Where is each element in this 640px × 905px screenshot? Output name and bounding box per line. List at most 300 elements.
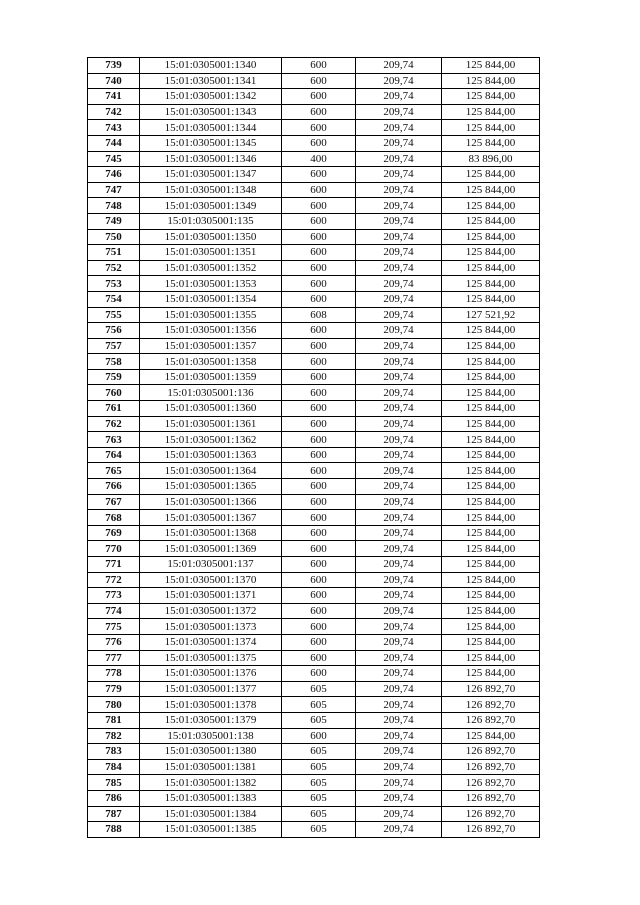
area-value: 605 (282, 775, 356, 791)
cadastral-number: 15:01:0305001:135 (140, 213, 282, 229)
amount-value: 125 844,00 (442, 89, 540, 105)
table-row (88, 728, 540, 744)
area-value: 600 (282, 276, 356, 292)
rate-value: 209,74 (356, 557, 442, 573)
rate-value: 209,74 (356, 291, 442, 307)
cadastral-number: 15:01:0305001:1348 (140, 182, 282, 198)
rate-value: 209,74 (356, 104, 442, 120)
rate-value: 209,74 (356, 73, 442, 89)
cadastral-number: 15:01:0305001:1368 (140, 525, 282, 541)
amount-value: 125 844,00 (442, 401, 540, 417)
row-number: 765 (88, 463, 140, 479)
table-row (88, 541, 540, 557)
area-value: 600 (282, 416, 356, 432)
cadastral-number: 15:01:0305001:1362 (140, 432, 282, 448)
cadastral-number: 15:01:0305001:137 (140, 557, 282, 573)
cadastral-number: 15:01:0305001:1352 (140, 260, 282, 276)
row-number: 748 (88, 198, 140, 214)
amount-value: 126 892,70 (442, 775, 540, 791)
amount-value: 126 892,70 (442, 790, 540, 806)
row-number: 785 (88, 775, 140, 791)
amount-value: 127 521,92 (442, 307, 540, 323)
table-row (88, 619, 540, 635)
area-value: 600 (282, 323, 356, 339)
area-value: 600 (282, 650, 356, 666)
cadastral-number: 15:01:0305001:1342 (140, 89, 282, 105)
row-number: 778 (88, 666, 140, 682)
table-row (88, 291, 540, 307)
rate-value: 209,74 (356, 790, 442, 806)
cadastral-number: 15:01:0305001:1353 (140, 276, 282, 292)
rate-value: 209,74 (356, 479, 442, 495)
rate-value: 209,74 (356, 135, 442, 151)
table-row (88, 603, 540, 619)
cadastral-number: 15:01:0305001:1361 (140, 416, 282, 432)
cadastral-number: 15:01:0305001:1367 (140, 510, 282, 526)
row-number: 767 (88, 494, 140, 510)
rate-value: 209,74 (356, 510, 442, 526)
table-row (88, 369, 540, 385)
cadastral-number: 15:01:0305001:1341 (140, 73, 282, 89)
amount-value: 125 844,00 (442, 198, 540, 214)
area-value: 600 (282, 479, 356, 495)
amount-value: 125 844,00 (442, 167, 540, 183)
rate-value: 209,74 (356, 806, 442, 822)
table-row (88, 525, 540, 541)
table-row (88, 666, 540, 682)
rate-value: 209,74 (356, 432, 442, 448)
area-value: 400 (282, 151, 356, 167)
rate-value: 209,74 (356, 276, 442, 292)
row-number: 750 (88, 229, 140, 245)
area-value: 605 (282, 712, 356, 728)
cadastral-number: 15:01:0305001:1372 (140, 603, 282, 619)
row-number: 749 (88, 213, 140, 229)
row-number: 739 (88, 58, 140, 74)
area-value: 600 (282, 463, 356, 479)
row-number: 746 (88, 167, 140, 183)
cadastral-number: 15:01:0305001:1375 (140, 650, 282, 666)
row-number: 774 (88, 603, 140, 619)
amount-value: 125 844,00 (442, 182, 540, 198)
amount-value: 125 844,00 (442, 245, 540, 261)
cadastral-number: 15:01:0305001:1359 (140, 369, 282, 385)
row-number: 772 (88, 572, 140, 588)
amount-value: 125 844,00 (442, 369, 540, 385)
row-number: 783 (88, 744, 140, 760)
row-number: 779 (88, 681, 140, 697)
row-number: 780 (88, 697, 140, 713)
cadastral-number: 15:01:0305001:138 (140, 728, 282, 744)
cadastral-number: 15:01:0305001:1376 (140, 666, 282, 682)
rate-value: 209,74 (356, 245, 442, 261)
amount-value: 125 844,00 (442, 58, 540, 74)
rate-value: 209,74 (356, 89, 442, 105)
amount-value: 125 844,00 (442, 338, 540, 354)
row-number: 786 (88, 790, 140, 806)
cadastral-number: 15:01:0305001:1369 (140, 541, 282, 557)
amount-value: 125 844,00 (442, 120, 540, 136)
amount-value: 125 844,00 (442, 416, 540, 432)
area-value: 600 (282, 73, 356, 89)
table-row (88, 182, 540, 198)
amount-value: 125 844,00 (442, 135, 540, 151)
rate-value: 209,74 (356, 775, 442, 791)
table-row (88, 712, 540, 728)
row-number: 770 (88, 541, 140, 557)
table-row (88, 307, 540, 323)
amount-value: 125 844,00 (442, 479, 540, 495)
table-row (88, 151, 540, 167)
table-row (88, 790, 540, 806)
area-value: 600 (282, 494, 356, 510)
table-row (88, 479, 540, 495)
rate-value: 209,74 (356, 260, 442, 276)
amount-value: 125 844,00 (442, 447, 540, 463)
area-value: 600 (282, 198, 356, 214)
cadastral-table (87, 57, 540, 838)
rate-value: 209,74 (356, 213, 442, 229)
rate-value: 209,74 (356, 650, 442, 666)
area-value: 600 (282, 260, 356, 276)
rate-value: 209,74 (356, 447, 442, 463)
row-number: 741 (88, 89, 140, 105)
row-number: 769 (88, 525, 140, 541)
amount-value: 126 892,70 (442, 744, 540, 760)
table-row (88, 588, 540, 604)
table-row (88, 198, 540, 214)
amount-value: 125 844,00 (442, 432, 540, 448)
area-value: 605 (282, 806, 356, 822)
amount-value: 125 844,00 (442, 541, 540, 557)
cadastral-number: 15:01:0305001:1357 (140, 338, 282, 354)
row-number: 776 (88, 634, 140, 650)
cadastral-number: 15:01:0305001:1346 (140, 151, 282, 167)
amount-value: 126 892,70 (442, 712, 540, 728)
amount-value: 125 844,00 (442, 354, 540, 370)
table-row (88, 510, 540, 526)
table-row (88, 775, 540, 791)
amount-value: 125 844,00 (442, 463, 540, 479)
area-value: 600 (282, 447, 356, 463)
amount-value: 125 844,00 (442, 323, 540, 339)
table-row (88, 822, 540, 838)
amount-value: 125 844,00 (442, 666, 540, 682)
rate-value: 209,74 (356, 494, 442, 510)
row-number: 784 (88, 759, 140, 775)
row-number: 764 (88, 447, 140, 463)
rate-value: 209,74 (356, 619, 442, 635)
cadastral-number: 15:01:0305001:1364 (140, 463, 282, 479)
area-value: 600 (282, 229, 356, 245)
rate-value: 209,74 (356, 58, 442, 74)
rate-value: 209,74 (356, 759, 442, 775)
rate-value: 209,74 (356, 728, 442, 744)
cadastral-number: 15:01:0305001:1354 (140, 291, 282, 307)
cadastral-number: 15:01:0305001:1383 (140, 790, 282, 806)
area-value: 600 (282, 182, 356, 198)
table-row (88, 447, 540, 463)
area-value: 600 (282, 167, 356, 183)
table-row (88, 432, 540, 448)
amount-value: 125 844,00 (442, 276, 540, 292)
rate-value: 209,74 (356, 323, 442, 339)
cadastral-number: 15:01:0305001:1360 (140, 401, 282, 417)
rate-value: 209,74 (356, 151, 442, 167)
row-number: 742 (88, 104, 140, 120)
table-row (88, 104, 540, 120)
cadastral-number: 15:01:0305001:1382 (140, 775, 282, 791)
amount-value: 125 844,00 (442, 603, 540, 619)
rate-value: 209,74 (356, 307, 442, 323)
table-row (88, 463, 540, 479)
area-value: 608 (282, 307, 356, 323)
table-row (88, 276, 540, 292)
area-value: 600 (282, 619, 356, 635)
cadastral-number: 15:01:0305001:1347 (140, 167, 282, 183)
rate-value: 209,74 (356, 541, 442, 557)
table-row (88, 135, 540, 151)
table-row (88, 89, 540, 105)
table-row (88, 806, 540, 822)
table-row (88, 229, 540, 245)
row-number: 788 (88, 822, 140, 838)
cadastral-number: 15:01:0305001:1349 (140, 198, 282, 214)
table-body (88, 58, 540, 838)
cadastral-number: 15:01:0305001:1379 (140, 712, 282, 728)
area-value: 600 (282, 634, 356, 650)
cadastral-number: 15:01:0305001:1377 (140, 681, 282, 697)
area-value: 600 (282, 385, 356, 401)
cadastral-number: 15:01:0305001:1340 (140, 58, 282, 74)
rate-value: 209,74 (356, 338, 442, 354)
table-row (88, 744, 540, 760)
table-row (88, 260, 540, 276)
amount-value: 126 892,70 (442, 681, 540, 697)
cadastral-number: 15:01:0305001:1381 (140, 759, 282, 775)
area-value: 600 (282, 572, 356, 588)
area-value: 600 (282, 104, 356, 120)
table-row (88, 323, 540, 339)
area-value: 600 (282, 120, 356, 136)
amount-value: 125 844,00 (442, 260, 540, 276)
area-value: 600 (282, 369, 356, 385)
row-number: 755 (88, 307, 140, 323)
row-number: 763 (88, 432, 140, 448)
area-value: 600 (282, 525, 356, 541)
table-row (88, 697, 540, 713)
rate-value: 209,74 (356, 822, 442, 838)
amount-value: 126 892,70 (442, 822, 540, 838)
amount-value: 125 844,00 (442, 728, 540, 744)
row-number: 758 (88, 354, 140, 370)
cadastral-number: 15:01:0305001:136 (140, 385, 282, 401)
table-row (88, 213, 540, 229)
cadastral-number: 15:01:0305001:1373 (140, 619, 282, 635)
row-number: 781 (88, 712, 140, 728)
cadastral-number: 15:01:0305001:1350 (140, 229, 282, 245)
amount-value: 125 844,00 (442, 229, 540, 245)
rate-value: 209,74 (356, 666, 442, 682)
cadastral-number: 15:01:0305001:1344 (140, 120, 282, 136)
area-value: 605 (282, 681, 356, 697)
row-number: 753 (88, 276, 140, 292)
table-row (88, 245, 540, 261)
row-number: 745 (88, 151, 140, 167)
row-number: 766 (88, 479, 140, 495)
area-value: 600 (282, 557, 356, 573)
amount-value: 125 844,00 (442, 572, 540, 588)
amount-value: 125 844,00 (442, 525, 540, 541)
area-value: 600 (282, 603, 356, 619)
table-row (88, 354, 540, 370)
amount-value: 125 844,00 (442, 557, 540, 573)
area-value: 600 (282, 666, 356, 682)
rate-value: 209,74 (356, 120, 442, 136)
row-number: 777 (88, 650, 140, 666)
amount-value: 126 892,70 (442, 759, 540, 775)
area-value: 600 (282, 338, 356, 354)
area-value: 600 (282, 245, 356, 261)
area-value: 605 (282, 744, 356, 760)
cadastral-number: 15:01:0305001:1371 (140, 588, 282, 604)
row-number: 756 (88, 323, 140, 339)
table-row (88, 338, 540, 354)
table-row (88, 681, 540, 697)
rate-value: 209,74 (356, 697, 442, 713)
row-number: 743 (88, 120, 140, 136)
table-row (88, 557, 540, 573)
rate-value: 209,74 (356, 198, 442, 214)
row-number: 787 (88, 806, 140, 822)
row-number: 771 (88, 557, 140, 573)
cadastral-number: 15:01:0305001:1380 (140, 744, 282, 760)
amount-value: 125 844,00 (442, 510, 540, 526)
table-row (88, 650, 540, 666)
rate-value: 209,74 (356, 603, 442, 619)
cadastral-number: 15:01:0305001:1351 (140, 245, 282, 261)
cadastral-number: 15:01:0305001:1366 (140, 494, 282, 510)
rate-value: 209,74 (356, 354, 442, 370)
rate-value: 209,74 (356, 416, 442, 432)
rate-value: 209,74 (356, 744, 442, 760)
cadastral-number: 15:01:0305001:1384 (140, 806, 282, 822)
row-number: 752 (88, 260, 140, 276)
amount-value: 125 844,00 (442, 104, 540, 120)
row-number: 754 (88, 291, 140, 307)
rate-value: 209,74 (356, 572, 442, 588)
rate-value: 209,74 (356, 369, 442, 385)
cadastral-number: 15:01:0305001:1345 (140, 135, 282, 151)
amount-value: 125 844,00 (442, 588, 540, 604)
cadastral-number: 15:01:0305001:1363 (140, 447, 282, 463)
row-number: 773 (88, 588, 140, 604)
rate-value: 209,74 (356, 229, 442, 245)
cadastral-number: 15:01:0305001:1343 (140, 104, 282, 120)
row-number: 775 (88, 619, 140, 635)
area-value: 600 (282, 728, 356, 744)
cadastral-number: 15:01:0305001:1385 (140, 822, 282, 838)
area-value: 600 (282, 135, 356, 151)
amount-value: 126 892,70 (442, 697, 540, 713)
table-row (88, 759, 540, 775)
row-number: 747 (88, 182, 140, 198)
area-value: 600 (282, 58, 356, 74)
table-row (88, 73, 540, 89)
cadastral-number: 15:01:0305001:1355 (140, 307, 282, 323)
cadastral-number: 15:01:0305001:1356 (140, 323, 282, 339)
row-number: 761 (88, 401, 140, 417)
row-number: 760 (88, 385, 140, 401)
rate-value: 209,74 (356, 681, 442, 697)
table-row (88, 401, 540, 417)
row-number: 744 (88, 135, 140, 151)
row-number: 751 (88, 245, 140, 261)
area-value: 600 (282, 541, 356, 557)
area-value: 600 (282, 401, 356, 417)
area-value: 600 (282, 588, 356, 604)
rate-value: 209,74 (356, 401, 442, 417)
rate-value: 209,74 (356, 182, 442, 198)
table-row (88, 634, 540, 650)
amount-value: 126 892,70 (442, 806, 540, 822)
area-value: 600 (282, 510, 356, 526)
cadastral-number: 15:01:0305001:1378 (140, 697, 282, 713)
amount-value: 125 844,00 (442, 650, 540, 666)
row-number: 740 (88, 73, 140, 89)
amount-value: 125 844,00 (442, 494, 540, 510)
area-value: 605 (282, 790, 356, 806)
amount-value: 125 844,00 (442, 385, 540, 401)
rate-value: 209,74 (356, 712, 442, 728)
amount-value: 125 844,00 (442, 73, 540, 89)
table-row (88, 167, 540, 183)
cadastral-number: 15:01:0305001:1374 (140, 634, 282, 650)
area-value: 600 (282, 213, 356, 229)
rate-value: 209,74 (356, 525, 442, 541)
row-number: 757 (88, 338, 140, 354)
rate-value: 209,74 (356, 588, 442, 604)
area-value: 605 (282, 822, 356, 838)
table-row (88, 58, 540, 74)
cadastral-number: 15:01:0305001:1370 (140, 572, 282, 588)
area-value: 600 (282, 354, 356, 370)
amount-value: 125 844,00 (442, 619, 540, 635)
cadastral-number: 15:01:0305001:1358 (140, 354, 282, 370)
table-row (88, 416, 540, 432)
rate-value: 209,74 (356, 463, 442, 479)
area-value: 600 (282, 89, 356, 105)
area-value: 605 (282, 697, 356, 713)
amount-value: 83 896,00 (442, 151, 540, 167)
amount-value: 125 844,00 (442, 291, 540, 307)
row-number: 768 (88, 510, 140, 526)
area-value: 605 (282, 759, 356, 775)
rate-value: 209,74 (356, 634, 442, 650)
area-value: 600 (282, 291, 356, 307)
table-row (88, 385, 540, 401)
amount-value: 125 844,00 (442, 634, 540, 650)
table-row (88, 120, 540, 136)
row-number: 759 (88, 369, 140, 385)
rate-value: 209,74 (356, 167, 442, 183)
cadastral-number: 15:01:0305001:1365 (140, 479, 282, 495)
row-number: 762 (88, 416, 140, 432)
table-row (88, 494, 540, 510)
rate-value: 209,74 (356, 385, 442, 401)
table-row (88, 572, 540, 588)
area-value: 600 (282, 432, 356, 448)
